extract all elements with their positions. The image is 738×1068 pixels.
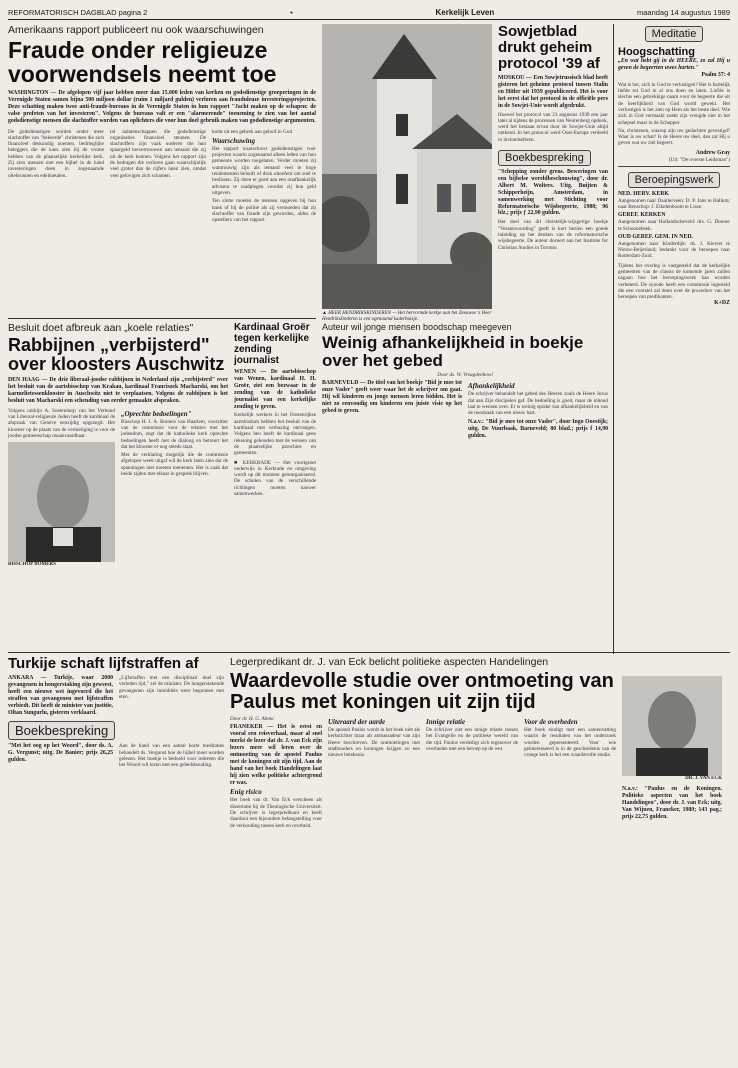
meditatie-body: Wat is het, zich in God te verlustigen? Het is hartelijk liefde tot God in al ons doen en laten. Liefde is slechts een gebrekkige naam voor de begeerte die uit de heerlijkheid van God wordt gewekt. Het verlustigen is het zien op Hem als het beste deel. Wie zich in God vermaakt zoekt zijn vreugde niet in het schepsel maar in de Schepper. [618, 81, 730, 126]
article-sowjetblad [498, 24, 608, 251]
article-body: De apostel Paulus wordt in het boek niet als kerkstichter maar als ambassadeur van zijn Heere beschreven. De ontmoetingen met stadhouders en koningen krijgen zo een nieuwe betekenis. [328, 727, 420, 759]
church-name: NED. HERV. KERK [618, 190, 669, 197]
meditatie-author: Andrew Gray [695, 149, 730, 156]
article-kicker: Amerikaans rapport publiceert nu ook waarschuwingen [8, 24, 264, 36]
article-body: „Lijfstraffen met een disciplinair doel zijn verleden tijd," zei de minister. De hongerstakende gevangenen zijn inmiddels weer begonnen met eten. [119, 675, 224, 700]
article-body: De godsdienstigen worden onder meer slachtoffer van "bekeerde" christenen die zich financieel deskundig noemen, bedrieglijke beleggers die de kans zien bij de vrome hebben van de plaatselijke kerkelijke kerk. Zij zien mensen met een bijbel in de hand investeringen doen in zogenaamde oliebronnen en edelmetalen. [8, 128, 104, 179]
header-date: maandag 14 augustus 1989 [637, 8, 730, 17]
beroep-text: Aangenomen naar Kinderdijk: ds. J. Kieviet te Nieuw-Beijerland; bedankt voor de beroepen naar Rotterdam-Zuid. [618, 240, 730, 260]
article-gebed [322, 322, 608, 440]
article-subhead: Innige relatie [426, 718, 466, 726]
article-lead: WASHINGTON — De afgelopen vijf jaar hebben meer dan 15.000 leden van kerken en godsdienstige groeperingen in de Verenigde Staten samen bijna 500 miljoen dollar (ruim 1 miljard gulden) verloren aan frauduleuze investeringsprojecten. Deze schatting maken twee anti-fraude-bureaus in de Verenigde Staten in hun rapport "Jacht maken op de schapen: de valse profeten van het investeren". Volgens de bureaus valt er een "alarmerende" toeneming te zien van het aantal godsdienstige mensen die slachtoffer worden van oplichters die voor hun doel gebruik maken van godsdienstige argumenten. [8, 90, 316, 124]
header-marker: • [290, 8, 293, 17]
header-left: REFORMATORISCH DAGBLAD pagina 2 [8, 8, 148, 17]
article-body: Het doel van dit christelijk-wijsgerige boekje "Verantwoording" geeft is kort bezien een goede inleiding op het denken van de reformatorische wijsbegeerte. De auteur doceert aan het Institute for Christian Studies in Toronto. [498, 219, 608, 251]
meditatie-title: Hoogschatting [618, 46, 695, 58]
van-eck-photo-image [622, 676, 722, 776]
meditatie [618, 24, 730, 307]
article-body: De schrijver behandelt het gebed des Heeren zoals de Heere Jezus dat aan Zijn discipelen gaf. De bedoeling is goed, maar de inhoud laat te wensen over. Er is weinig sprake van afhankelijkheid en van de noodzaak van een nieuw hart. [468, 391, 608, 417]
page-header [8, 6, 730, 20]
article-body: Aan de hand van een aantal korte meditaties behandelt ds. Vergunst hoe de bijbel moet worden gelezen. Het boekje is bedoeld voor iedereen die het Woord wil lezen met een gebedshouding. [119, 743, 224, 769]
article-body: Volgens rabbijn A. Soetendorp van het Verbond van Liberaal-religieuze Joden heeft de kardinaal de afspraak van Genève eenzijdig opgezegd. Het klooster op de plaats van de vernietiging is voor de joodse gemeenschap onaanvaardbaar. [8, 407, 115, 439]
meditatie-body: Na, christenen, waarop zijn uw gedachten gevestigd? Waar is uw schat? Is de Heere uw deel, dan zal Hij u geven wat uw ziel begeert. [618, 127, 730, 147]
article-body: Kerkelijk werkers in het Oostenrijkse aartsbisdom hebben het besluit van de kardinaal met verbazing ontvangen. Volgens hen heeft de kardinaal geen rekening gehouden met de wensen van de plaatselijke parochies en gemeenten. [234, 412, 316, 457]
article-lead: ANKARA — Turkije, waar 2000 gevangenen in hongerstaking zijn geweest, heeft een nieuwe wet ingevoerd die het straffen van gevangenen met lijfstraffen verbiedt. Dit heeft de minister van justitie, Oltan Sungurlu, gisteren verklaard. [8, 675, 113, 716]
article-title: Kardinaal Groër tegen kerkelijke zending journalist [234, 322, 310, 366]
section-banner-meditatie: Meditatie [645, 26, 704, 42]
article-kicker: Besluit doet afbreuk aan „koele relaties" [8, 322, 194, 334]
article-subhead: „Oprechte bedoelingen" [121, 409, 192, 418]
meditatie-quote: „En wat hebt gij in de HEERE, zo zal Hij u geven de begeerten uwes harten." [618, 58, 730, 71]
van-eck-photo [622, 676, 722, 776]
beroep-text: Aangenomen naar Hollandscheveld: drs. G. Donner te Schoonebeek. [618, 219, 730, 232]
article-body: Ten slotte moeten de mensen opgeven bij hun bank of bij de politie als zij vermoeden dat zij slachtoffer van fraude zijn geworden, aldus de opstellers van het rapport. [212, 198, 316, 224]
article-kicker: Auteur wil jonge mensen boodschap meegeven [322, 322, 512, 332]
book-details: N.a.v.: "Bid je mee tot onze Vader", door Ingo Ooestijk; uitg. De Vuurbaak, Barneveld; 80 blad.; prijs f 14,90 gulden. [468, 419, 608, 440]
church-photo [322, 24, 492, 309]
article-turkije [8, 656, 224, 769]
article-lead: DEN HAAG — De drie liberaal-joodse rabbijnen in Nederland zijn „verbijsterd" over het besluit van de aartsbisschop van Krakau, kardinaal Franciszek Macharski, om het karmelietessenklooster in Auschwitz niet te verplaatsen. Volgens de rabbijnen is het besluit van Macharski een schending van eerder gemaakte afspraken. [8, 377, 228, 404]
church-name: GEREF. KERKEN [618, 212, 666, 219]
bisschop-photo [8, 442, 115, 562]
meditatie-ref: Psalm 37: 4 [701, 71, 730, 78]
article-title: Fraude onder religieuze voorwendsels neemt toe [8, 37, 277, 87]
article-auschwitz [8, 322, 228, 568]
article-body: Met de verklaring mogelijk die de commissie afgelopen week uitgaf wil de kerk laten zien dat de spanningen niet moeten toenemen. Het is zaak dat beide zijden met elkaar in gesprek blijven. [121, 452, 228, 477]
article-kardinaal [234, 322, 316, 497]
article-lead: BARNEVELD — De titel van het boekje "Bid je mee tot onze Vader" geeft weer waar het de schrijver om gaat. Hij wil kinderen en jonge mensen leren bidden. Het is niet zo eenvoudig om kinderen een juiste visie op het gebed te geven. [322, 380, 462, 414]
article-subhead: Voor de overheden [524, 718, 578, 726]
article-title: Weinig afhankelijkheid in boekje over het gebed [322, 333, 584, 370]
book-details: "Schepping zonder grens. Beweringen van een bijbelse wereldbeschouwing", door dr. Albert M. Wolters. Uitg. Buijten & Schipperheijn, Amsterdam, in samenwerking met Stichting voor Reformatorische Wijsbegeerte, 1988; 96 blz.; prijs ƒ 22,90 gulden. [498, 169, 608, 217]
section-banner-beroepingswerk: Beroepingswerk [628, 172, 721, 188]
article-body: Het boek van dr. Van Eck verscheen als dissertatie bij de Theologische Universiteit. De schrijver is legerpredikant en heeft daardoor een bijzondere belangstelling voor de verhouding tussen kerk en overheid. [230, 797, 322, 829]
article-lead: WENEN — De aartsbisschop van Wenen, kardinaal H. H. Groër, ziet een bezwaar in de zending van de katholieke journalist van een kerkelijke zending te geven. [234, 369, 316, 410]
article-body: ■ KERKRADE — Het voortgezet onderwijs in Kerkrade en omgeving wordt op dit moment gereorganiseerd. De scholen van de verschillende richtingen moeten nauwer samenwerken. [234, 459, 316, 497]
meditatie-source: (Uit: "De overste Leidsman") [668, 156, 730, 163]
article-body: komt uit een gebrek aan geloof in God. [212, 128, 294, 135]
article-byline: Door dr. H. G. Abma [230, 716, 274, 722]
article-title: Turkije schaft lijfstraffen af [8, 655, 199, 672]
article-subhead: Uiteraard der aarde [328, 718, 386, 726]
article-subhead: Enig risico [230, 788, 262, 797]
article-title: Rabbijnen „verbijsterd" over kloosters Auschwitz [8, 335, 225, 374]
beroep-body: Tijdens het overleg is vastgesteld dat de kerkelijke gemeenten van de classis de komende jaren zullen nagaan hoe het beroepingswerk kan worden verbeterd. De synode heeft een commissie ingesteld die een voorstel zal doen over de procedure van het beroepen van predikanten. [618, 262, 730, 301]
signature: K+DZ [714, 300, 730, 307]
book-details: N.a.v.: "Paulus en de Koningen. Politieke aspecten van het boek Handelingen", door dr. J. van Eck; uitg. Van Wijnen, Franeker, 1989; 143 pag.; prijs 22,75 gulden. [622, 786, 722, 820]
article-lead: FRANEKER — Het is eerst en vooral een reisverhaal, maar al snel merkt de lezer dat dr. J. van Eck zijn lezers meer wil leren over de ontmoeting van de apostel Paulus met de koningen uit zijn tijd. Aan de hand van het boek Handelingen laat hij zien welke politieke achtergrond er was. [230, 724, 322, 786]
section-banner-boekbespreking: Boekbespreking [498, 150, 591, 166]
article-lead: MOSKOU — Een Sowjetrussisch blad heeft gisteren het geheime protocol tussen Stalin en Hitler uit 1939 gepubliceerd. Het is voor het eerst dat het protocol in de officiële pers in de Sowjet-Unie wordt afgedrukt. [498, 75, 608, 109]
article-byline: Door ds. W. Vreugdenhowl [437, 372, 493, 378]
header-section: Kerkelijk Leven [435, 8, 495, 17]
book-details: "Met het oog op het Woord", door ds. A. G. Vergunst; uitg. De Banier; prijs 26,25 gulden. [8, 743, 113, 764]
article-van-eck [230, 656, 730, 829]
photo-caption: BISSCHOP BOMERS [8, 562, 56, 568]
article-title: Sowjetblad drukt geheim protocol '39 af [498, 23, 600, 72]
article-subhead: Waarschuwing [212, 136, 256, 145]
article-body: Bisschop H. J. A. Bomers van Haarlem, voorzitter van de commissie voor de relaties met het jodendom, zegt dat de katholieke kerk oprechte bedoelingen heeft met de dialoog en betreurt het dat het klooster er nog steeds staat. [121, 418, 228, 450]
beroep-text: Aangenomen naar Daarlerveen: D. P. Jans te Hallum; naar Benschop: J. Eikelenboom te Lisse. [618, 197, 730, 211]
photo-caption: DR. J. VAN ECK [685, 776, 722, 781]
article-fraude [8, 24, 316, 223]
article-body: tal nalatenschappen die godsdienstige organisaties financieel steunen. De slachtoffers zijn vaak ouderen die hun spaargeld toevertrouwen aan iemand die zij uit de kerk kennen. Volgens het rapport zijn de bedragen die verloren gaan waarschijnlijk veel groter dan de cijfers laten zien, omdat veel gelovigen zich schamen. [110, 128, 206, 179]
section-banner-boekbespreking: Boekbespreking [8, 721, 115, 740]
church-photo-image [322, 24, 492, 309]
article-body: Het boek eindigt met een samenvatting waarin de resultaten van het onderzoek worden gepresenteerd. Voor wie geïnteresseerd is in de geschiedenis van de vroege kerk is het een waardevolle studie. [524, 727, 616, 759]
article-subhead: Afhankelijkheid [468, 382, 515, 391]
church-name: OUD GEREF. GEM. IN NED. [618, 233, 693, 240]
article-body: De schrijver ziet een innige relatie tussen het Evangelie en de politieke wereld van die tijd. Paulus verdedigt zich tegenover de overheden met een beroep op de wet. [426, 727, 518, 752]
article-kicker: Legerpredikant dr. J. van Eck belicht politieke aspecten Handelingen [230, 656, 549, 668]
article-body: Hoewel het protocol van 23 augustus 1939 een jaar later al tijdens de processen van Neurenberg opdook, werd het bestaan ervan door de Sowjet-Unie altijd ontkend. In het protocol werd Oost-Europa verdeeld in invloedssferen. [498, 111, 608, 143]
bisschop-photo-image [8, 442, 115, 562]
article-body: Het rapport waarschuwt godsdienstigen voor projecten waarin zogenaamd alleen leden van hun gemeente worden toegelaten. Verder moeten zij wantrouwig zijn als iemand veel te hoge rendementen belooft of druk uitoefent om snel te beslissen. Zij doen er goed aan een onafhankelijk adviseur te raadplegen voordat zij hun geld uitgeven. [212, 145, 316, 196]
church-photo-caption: ▲ HEER HENDRIKSKINDEREN — Het hervormde kerkje aan het Zeeuwse 's Heer Hendrikskinderen is een ogenaamd kaderhuisje. [322, 311, 492, 322]
article-title: Waardevolle studie over ontmoeting van Paulus met koningen uit zijn tijd [230, 670, 614, 713]
